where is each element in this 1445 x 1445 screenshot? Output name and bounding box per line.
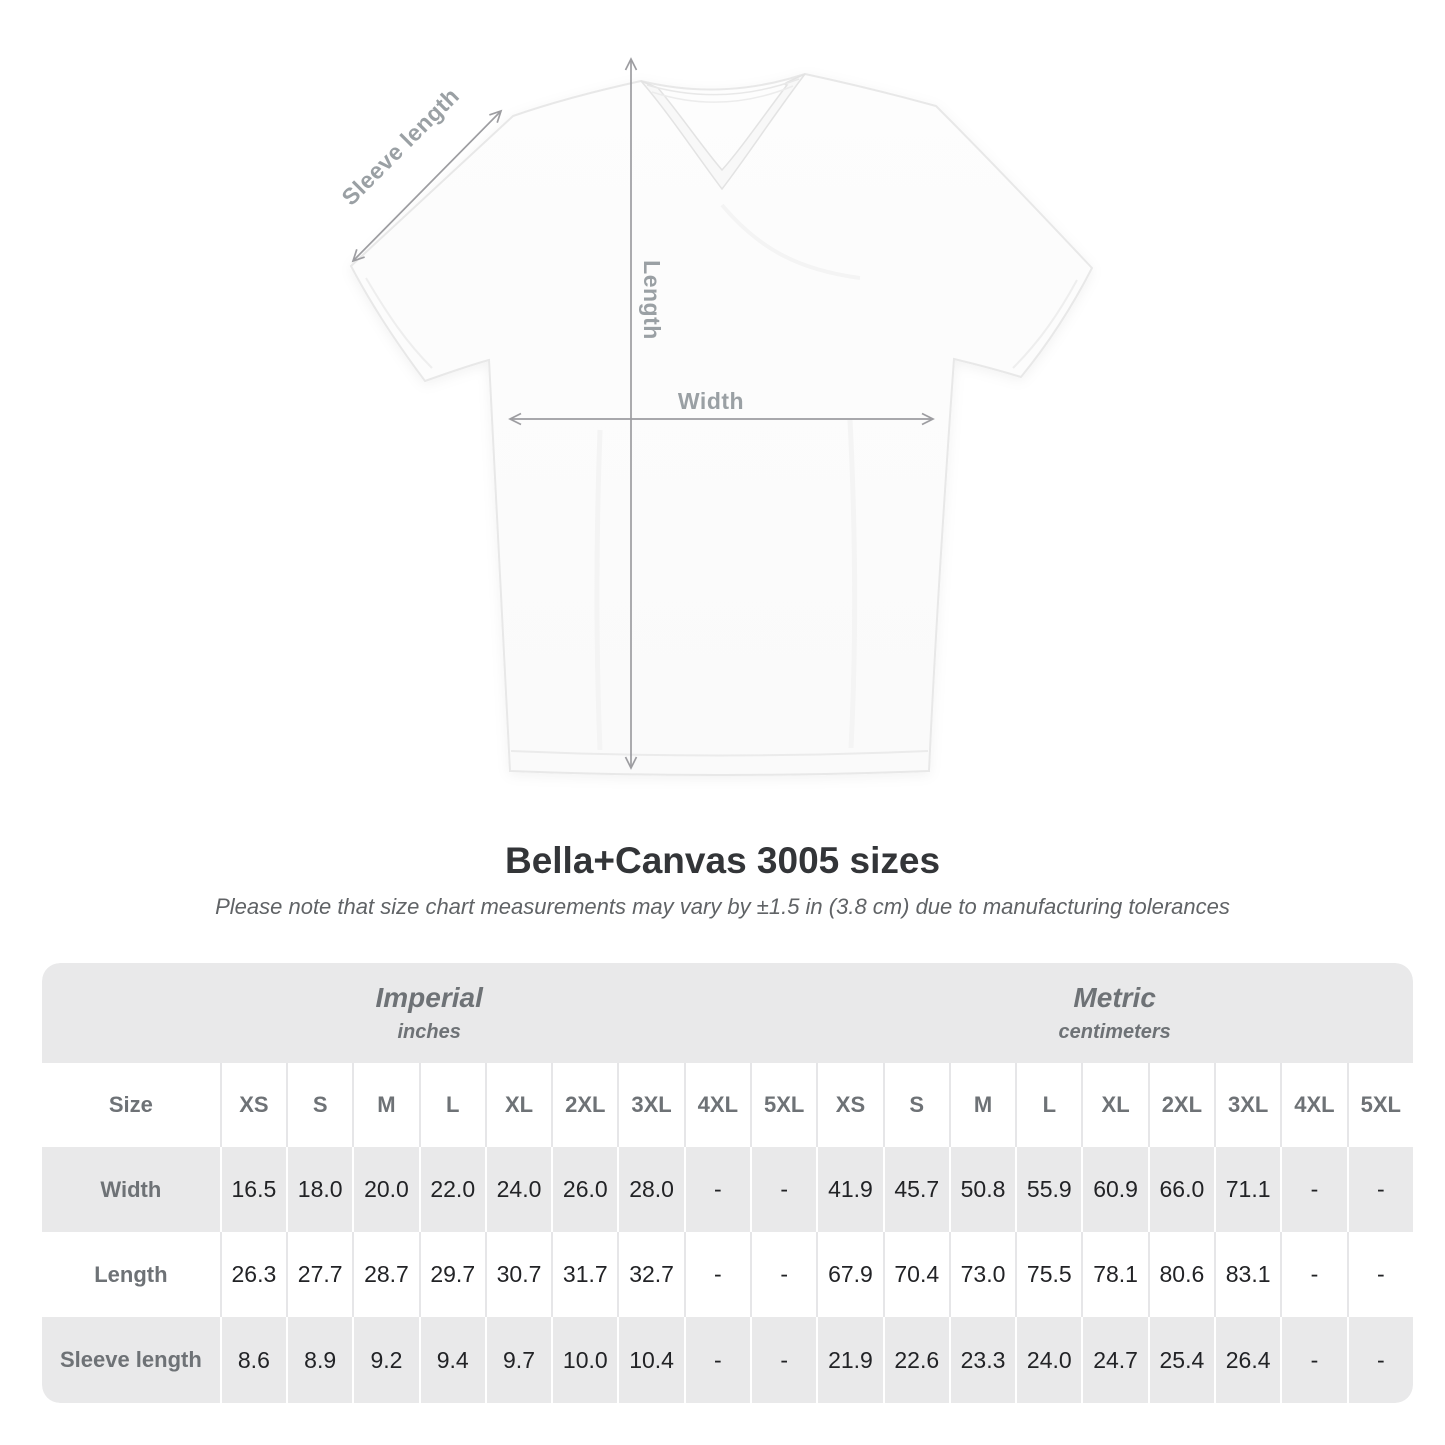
unit-header-row <box>42 963 1413 1063</box>
cell-sleeve-imperial: 9.7 <box>485 1317 551 1403</box>
cell-width-metric: 45.7 <box>883 1147 949 1232</box>
cell-length-metric: - <box>1280 1232 1346 1317</box>
cell-length-imperial: 27.7 <box>286 1232 352 1317</box>
cell-width-metric: 55.9 <box>1015 1147 1081 1232</box>
cell-length-metric: 80.6 <box>1148 1232 1214 1317</box>
size-chart-table-wrap <box>42 963 1413 1403</box>
cell-length-imperial: 32.7 <box>617 1232 683 1317</box>
cell-sleeve-metric: 23.3 <box>949 1317 1015 1403</box>
cell-length-metric: 75.5 <box>1015 1232 1081 1317</box>
cell-sleeve-metric: 21.9 <box>816 1317 882 1403</box>
cell-width-imperial: 26.0 <box>551 1147 617 1232</box>
cell-width-imperial: 20.0 <box>352 1147 418 1232</box>
cell-length-metric: 78.1 <box>1081 1232 1147 1317</box>
page-title: Bella+Canvas 3005 sizes <box>504 840 941 881</box>
col-header-metric-5xl: 5XL <box>1347 1063 1413 1147</box>
length-label: Length <box>639 260 665 340</box>
metric-title: Metric <box>1073 982 1156 1013</box>
cell-length-metric: 70.4 <box>883 1232 949 1317</box>
row-label-length: Length <box>42 1232 220 1317</box>
col-header-imperial-xs: XS <box>220 1063 286 1147</box>
cell-length-imperial: - <box>684 1232 750 1317</box>
sleeve-length-label: Sleeve length <box>336 82 465 211</box>
cell-length-imperial: - <box>750 1232 816 1317</box>
cell-sleeve-imperial: 9.4 <box>419 1317 485 1403</box>
cell-width-imperial: - <box>750 1147 816 1232</box>
cell-width-metric: 66.0 <box>1148 1147 1214 1232</box>
imperial-title: Imperial <box>375 982 483 1013</box>
cell-width-imperial: 24.0 <box>485 1147 551 1232</box>
row-label-sleeve-length: Sleeve length <box>42 1317 220 1403</box>
cell-length-metric: - <box>1347 1232 1413 1317</box>
col-header-imperial-l: L <box>419 1063 485 1147</box>
sleeve-length-row <box>42 1317 1413 1403</box>
col-header-metric-xs: XS <box>816 1063 882 1147</box>
col-header-metric-2xl: 2XL <box>1148 1063 1214 1147</box>
size-row-label: Size <box>42 1063 220 1147</box>
cell-width-metric: 60.9 <box>1081 1147 1147 1232</box>
cell-width-imperial: 18.0 <box>286 1147 352 1232</box>
col-header-metric-m: M <box>949 1063 1015 1147</box>
cell-width-metric: - <box>1280 1147 1346 1232</box>
cell-length-imperial: 31.7 <box>551 1232 617 1317</box>
cell-sleeve-metric: 26.4 <box>1214 1317 1280 1403</box>
col-header-metric-3xl: 3XL <box>1214 1063 1280 1147</box>
cell-width-imperial: 22.0 <box>419 1147 485 1232</box>
cell-width-metric: - <box>1347 1147 1413 1232</box>
cell-sleeve-imperial: 10.0 <box>551 1317 617 1403</box>
cell-length-imperial: 28.7 <box>352 1232 418 1317</box>
cell-sleeve-metric: - <box>1280 1317 1346 1403</box>
cell-sleeve-metric: 25.4 <box>1148 1317 1214 1403</box>
cell-length-metric: 73.0 <box>949 1232 1015 1317</box>
metric-section-header <box>816 963 1413 1063</box>
col-header-imperial-4xl: 4XL <box>684 1063 750 1147</box>
tolerance-note: Please note that size chart measurements may vary by ±1.5 in (3.8 cm) due to manufacturing tolerances <box>215 894 1230 919</box>
cell-sleeve-metric: - <box>1347 1317 1413 1403</box>
cell-sleeve-imperial: 9.2 <box>352 1317 418 1403</box>
imperial-section-header <box>42 963 816 1063</box>
imperial-unit: inches <box>397 1021 461 1043</box>
tshirt-image <box>351 74 1092 775</box>
row-label-width: Width <box>42 1147 220 1232</box>
cell-width-metric: 50.8 <box>949 1147 1015 1232</box>
width-row <box>42 1147 1413 1232</box>
length-row <box>42 1232 1413 1317</box>
cell-width-imperial: - <box>684 1147 750 1232</box>
cell-length-imperial: 30.7 <box>485 1232 551 1317</box>
cell-length-metric: 83.1 <box>1214 1232 1280 1317</box>
col-header-imperial-xl: XL <box>485 1063 551 1147</box>
size-header-row <box>42 1063 1413 1147</box>
col-header-imperial-2xl: 2XL <box>551 1063 617 1147</box>
col-header-imperial-3xl: 3XL <box>617 1063 683 1147</box>
size-chart-table <box>42 963 1413 1403</box>
cell-sleeve-imperial: 8.9 <box>286 1317 352 1403</box>
cell-length-imperial: 26.3 <box>220 1232 286 1317</box>
col-header-metric-4xl: 4XL <box>1280 1063 1346 1147</box>
cell-width-imperial: 28.0 <box>617 1147 683 1232</box>
cell-width-imperial: 16.5 <box>220 1147 286 1232</box>
col-header-imperial-5xl: 5XL <box>750 1063 816 1147</box>
cell-width-metric: 71.1 <box>1214 1147 1280 1232</box>
cell-sleeve-imperial: 10.4 <box>617 1317 683 1403</box>
width-label: Width <box>677 388 745 414</box>
col-header-metric-l: L <box>1015 1063 1081 1147</box>
cell-sleeve-metric: 22.6 <box>883 1317 949 1403</box>
col-header-imperial-s: S <box>286 1063 352 1147</box>
cell-sleeve-imperial: - <box>684 1317 750 1403</box>
cell-sleeve-metric: 24.7 <box>1081 1317 1147 1403</box>
col-header-metric-xl: XL <box>1081 1063 1147 1147</box>
cell-sleeve-imperial: 8.6 <box>220 1317 286 1403</box>
cell-length-imperial: 29.7 <box>419 1232 485 1317</box>
cell-sleeve-metric: 24.0 <box>1015 1317 1081 1403</box>
cell-length-metric: 67.9 <box>816 1232 882 1317</box>
col-header-metric-s: S <box>883 1063 949 1147</box>
col-header-imperial-m: M <box>352 1063 418 1147</box>
cell-sleeve-imperial: - <box>750 1317 816 1403</box>
cell-width-metric: 41.9 <box>816 1147 882 1232</box>
metric-unit: centimeters <box>1058 1021 1171 1043</box>
